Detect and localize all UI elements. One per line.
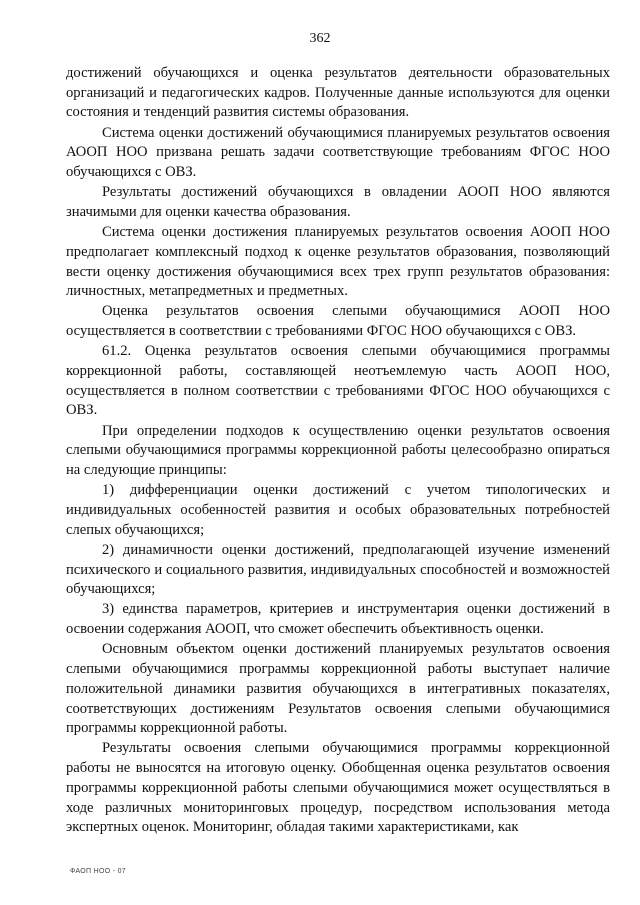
paragraph: Основным объектом оценки достижений планируемых результатов освоения слепыми обучающимися программы коррекционной работы выступает наличие положительной динамики развития обучающихся в интегративных показателях, соответствующих достижениям Результатов освоения слепыми обучающимися программы коррекционной работы.	[66, 641, 610, 737]
paragraph: достижений обучающихся и оценка результатов деятельности образовательных организаций и педагогических кадров. Полученные данные используются для оценки состояния и тенденций развития системы образования.	[66, 65, 610, 121]
body-text	[66, 64, 610, 838]
paragraph: Оценка результатов освоения слепыми обучающимися АООП НОО осуществляется в соответствии с требованиями ФГОС НОО обучающихся с ОВЗ.	[66, 303, 610, 340]
paragraph: Система оценки достижений обучающимися планируемых результатов освоения АООП НОО призвана решать задачи соответствующие требованиям ФГОС НОО обучающихся с ОВЗ.	[66, 124, 610, 181]
list-item: 3) единства параметров, критериев и инструментария оценки достижений в освоении содержания АООП, что сможет обеспечить объективность оценки.	[66, 601, 610, 638]
footer-document-code: ФАОП НОО - 07	[70, 868, 126, 875]
paragraph: Результаты освоения слепыми обучающимися программы коррекционной работы не выносятся на итоговую оценку. Обобщенная оценка результатов освоения программы коррекционной работы слепыми обучающимися может осуществляться в ходе различных мониторинговых процедур, посредством использования метода экспертных оценок. Мониторинг, обладая такими характеристиками, как	[66, 740, 610, 836]
paragraph: При определении подходов к осуществлению оценки результатов освоения слепыми обучающимися программы коррекционной работы целесообразно опираться на следующие принципы:	[66, 422, 610, 479]
page-number: 362	[309, 31, 331, 46]
paragraph: 61.2. Оценка результатов освоения слепыми обучающимися программы коррекционной работы, составляющей неотъемлемую часть АООП НОО, осуществляется в полном соответствии с требованиями ФГОС НОО обучающихся с ОВЗ.	[66, 343, 610, 419]
paragraph: Результаты достижений обучающихся в овладении АООП НОО являются значимыми для оценки качества образования.	[66, 184, 610, 220]
list-item: 2) динамичности оценки достижений, предполагающей изучение изменений психического и социального развития, индивидуальных способностей и возможностей обучающихся;	[66, 541, 610, 598]
paragraph: Система оценки достижения планируемых результатов освоения АООП НОО предполагает комплексный подход к оценке результатов образования, позволяющий вести оценку достижения обучающимися всех трех групп результатов образования: личностных, метапредметных и предметных.	[66, 224, 610, 300]
list-item: 1) дифференциации оценки достижений с учетом типологических и индивидуальных особенностей развития и особых образовательных потребностей слепых обучающихся;	[66, 482, 610, 538]
